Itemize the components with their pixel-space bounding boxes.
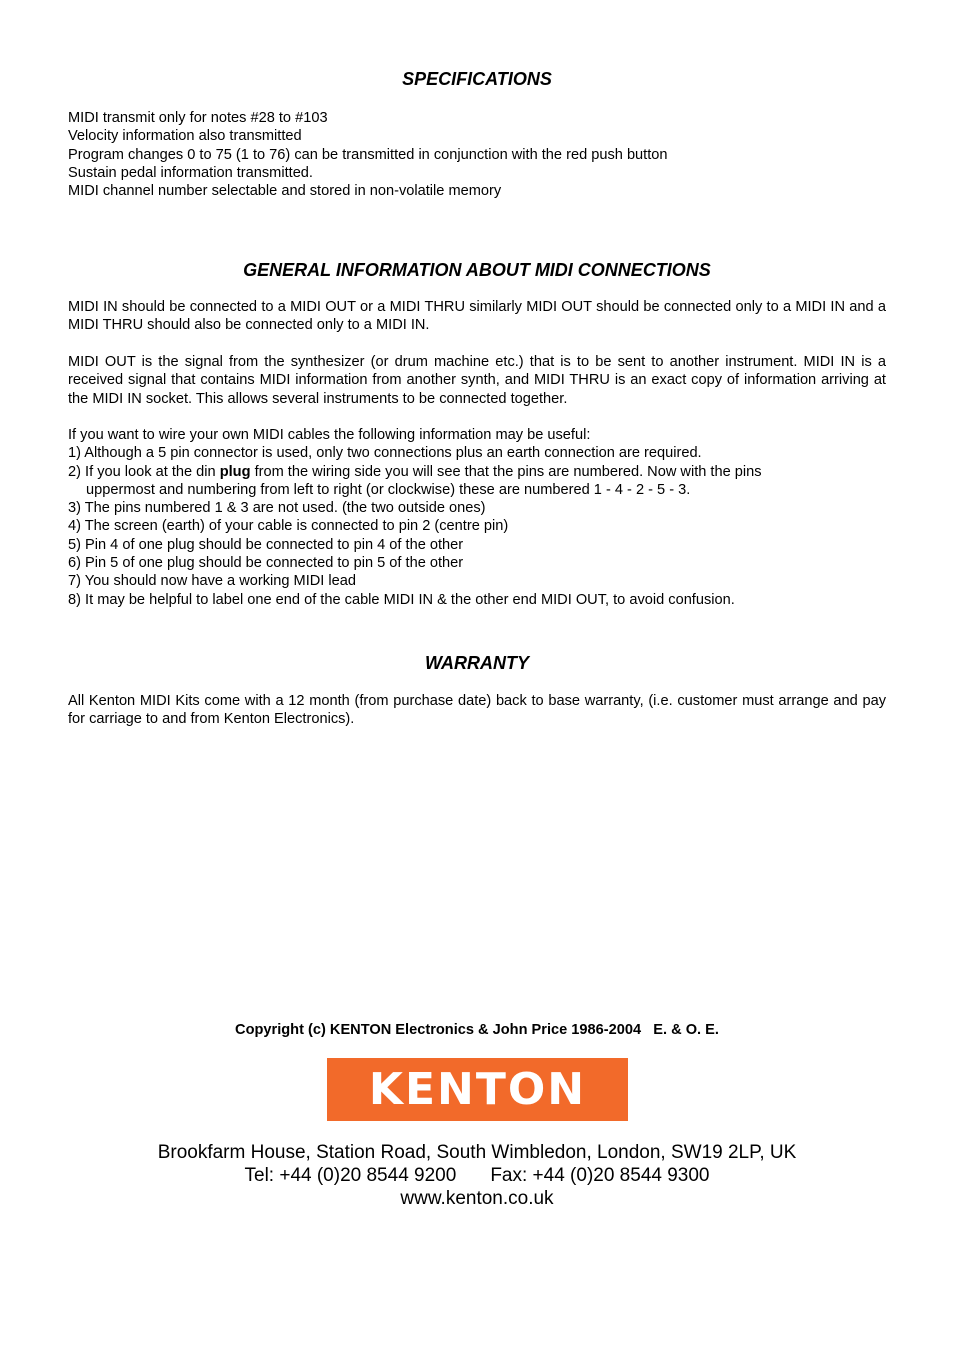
general-para2-text: MIDI OUT is the signal from the synthesizer (or drum machine etc.) that is to be sent to another instrument. MIDI IN is a received signal that contains MIDI information from another synth, and MIDI THRU is an exact copy of information arriving at the MIDI IN socket. This allows several instruments to be connected together. xyxy=(68,354,886,407)
spec-line: Program changes 0 to 75 (1 to 76) can be transmitted in conjunction with the red push button xyxy=(68,146,668,163)
wiring-item-2-end: from the wiring side you will see that the pins are numbered. Now with the pins xyxy=(250,463,762,480)
specifications-heading: SPECIFICATIONS xyxy=(402,69,552,89)
kenton-logo xyxy=(327,1058,628,1121)
spec-line: MIDI transmit only for notes #28 to #103 xyxy=(68,110,328,126)
postal-address: Brookfarm House, Station Road, South Wimbledon, London, SW19 2LP, UK xyxy=(157,1142,797,1163)
wiring-item-2 xyxy=(68,463,886,481)
wiring-item-2-continuation: uppermost and numbering from left to right (or clockwise) these are numbered 1 - 4 - 2 - 5 - 3. xyxy=(86,481,691,498)
wiring-item-2-bold: plug xyxy=(219,463,251,480)
fax-number: Fax: +44 (0)20 8544 9300 xyxy=(490,1165,710,1186)
company-address-block xyxy=(68,1141,886,1210)
website-link[interactable]: www.kenton.co.uk xyxy=(400,1188,554,1209)
wiring-intro: If you want to wire your own MIDI cables the following information may be useful: xyxy=(68,427,591,443)
wiring-item-4: 4) The screen (earth) of your cable is connected to pin 2 (centre pin) xyxy=(68,518,509,535)
contact-numbers xyxy=(68,1164,886,1187)
warranty-paragraph xyxy=(68,692,886,729)
wiring-item-7: 7) You should now have a working MIDI lead xyxy=(68,573,356,590)
wiring-item-5: 5) Pin 4 of one plug should be connected to pin 4 of the other xyxy=(68,536,464,553)
general-para1-text: MIDI IN should be connected to a MIDI OUT or a MIDI THRU similarly MIDI OUT should be connected only to a MIDI IN and a MIDI THRU should also be connected only to a MIDI IN. xyxy=(68,299,886,334)
warranty-text: All Kenton MIDI Kits come with a 12 month (from purchase date) back to base warranty, (i.e. customer must arrange and pay for carriage to and from Kenton Electronics). xyxy=(68,693,886,728)
wiring-item-2-start: 2) If you look at the din xyxy=(68,463,220,480)
spec-line: Sustain pedal information transmitted. xyxy=(68,164,313,181)
telephone-number: Tel: +44 (0)20 8544 9200 xyxy=(244,1165,457,1186)
general-info-heading: GENERAL INFORMATION ABOUT MIDI CONNECTIONS xyxy=(243,260,711,280)
spec-line: MIDI channel number selectable and stored in non-volatile memory xyxy=(68,183,502,200)
warranty-heading: WARRANTY xyxy=(425,653,529,673)
specifications-list xyxy=(68,109,886,200)
wiring-item-6: 6) Pin 5 of one plug should be connected to pin 5 of the other xyxy=(68,555,464,572)
general-paragraph-1 xyxy=(68,298,886,335)
general-paragraph-2 xyxy=(68,353,886,408)
wiring-item-8: 8) It may be helpful to label one end of the cable MIDI IN & the other end MIDI OUT, to avoid confusion. xyxy=(68,591,735,608)
wiring-item-1: 1) Although a 5 pin connector is used, only two connections plus an earth connection are required. xyxy=(68,445,702,462)
spec-line: Velocity information also transmitted xyxy=(68,128,302,145)
wiring-item-3: 3) The pins numbered 1 & 3 are not used. (the two outside ones) xyxy=(68,500,486,517)
copyright-notice: Copyright (c) KENTON Electronics & John Price 1986-2004 E. & O. E. xyxy=(235,1022,719,1038)
kenton-logo-text: KENTON xyxy=(368,1063,587,1115)
wiring-instructions xyxy=(68,426,886,609)
